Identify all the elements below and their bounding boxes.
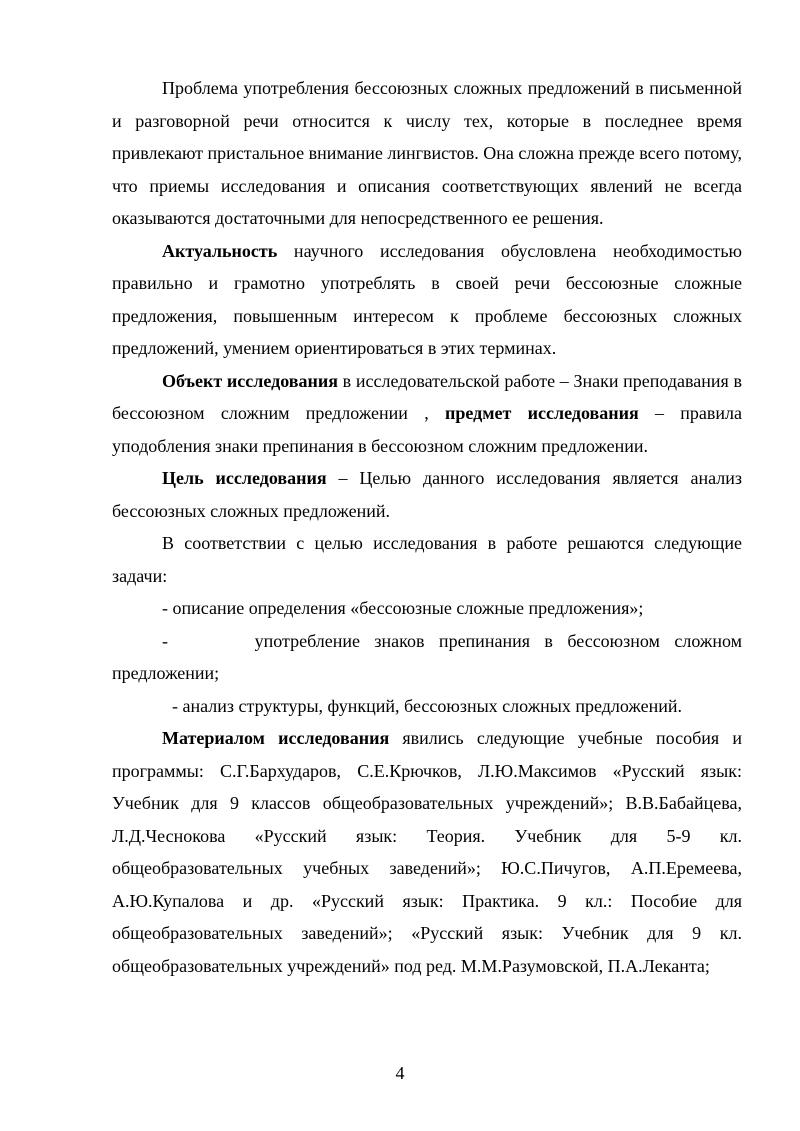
page-number: 4: [395, 1063, 405, 1083]
paragraph-text: явились следующие учебные пособия и программы: С.Г.Бархударов, С.Е.Крючков, Л.Ю.Максимов «Русский язык: Учебник для 9 классов общеобразовательных учреждений»; В.В.Бабайцева, Л.Д.Чеснокова «Русский язык: Теория. Учебник для 5-9 кл. общеобразовательных учебных заведений»; Ю.С.Пичугов, А.П.Еремеева, А.Ю.Купалова и др. «Русский язык: Практика. 9 кл.: Пособие для общеобразовательных заведений»; «Русский язык: Учебник для 9 кл. общеобразовательных учреждений» под ред. М.М.Разумовской, П.А.Леканта;: [112, 728, 742, 976]
document-body: [112, 72, 747, 982]
paragraph-relevance: [112, 235, 742, 365]
list-item-text: - употребление знаков препинания в бессоюзном сложном предложении;: [112, 630, 747, 683]
list-item-text: - описание определения «бессоюзные сложные предложения»;: [162, 598, 644, 618]
paragraph-text: – Целью данного исследования является анализ бессоюзных сложных предложений.: [112, 468, 743, 521]
paragraph-text: В соответствии с целью исследования в работе решаются следующие задачи:: [112, 533, 742, 586]
list-item: [112, 690, 742, 723]
paragraph-goal: [112, 462, 742, 527]
paragraph-materials: [112, 722, 742, 982]
list-item-text: - анализ структуры, функций, бессоюзных сложных предложений.: [172, 695, 683, 716]
paragraph-object: [112, 365, 742, 463]
relevance-heading: Актуальность: [162, 240, 278, 261]
paragraph-text: Проблема употребления бессоюзных сложных предложений в письменной и разговорной речи относится к числу тех, которые в последнее время привлекают пристальное внимание лингвистов. Она сложна прежде всего потому, что приемы исследования и описания соответствующих явлений не всегда оказываются достаточными для непосредственного ее решения.: [112, 78, 742, 228]
paragraph-text: – правила уподобления знаки препинания в бессоюзном сложним предложении.: [112, 403, 743, 456]
paragraph-text: научного исследования обусловлена необходимостью правильно и грамотно употреблять в своей речи бессоюзные сложные предложения, повышенным интересом к проблеме бессоюзных сложных предложений, умением ориентироваться в этих терминах.: [112, 240, 742, 358]
paragraph-tasks: [112, 527, 742, 592]
materials-heading: Материалом исследования: [162, 728, 390, 748]
goal-heading: Цель исследования: [162, 468, 327, 488]
paragraph-problem: [112, 72, 742, 235]
object-heading: Объект исследования: [162, 370, 338, 391]
subject-heading: предмет исследования: [445, 403, 639, 423]
paragraph-text: в исследовательской работе – Знаки преподавания в бессоюзном сложним предложении ,: [112, 370, 743, 423]
list-item: [112, 625, 747, 690]
list-item: [112, 592, 742, 625]
